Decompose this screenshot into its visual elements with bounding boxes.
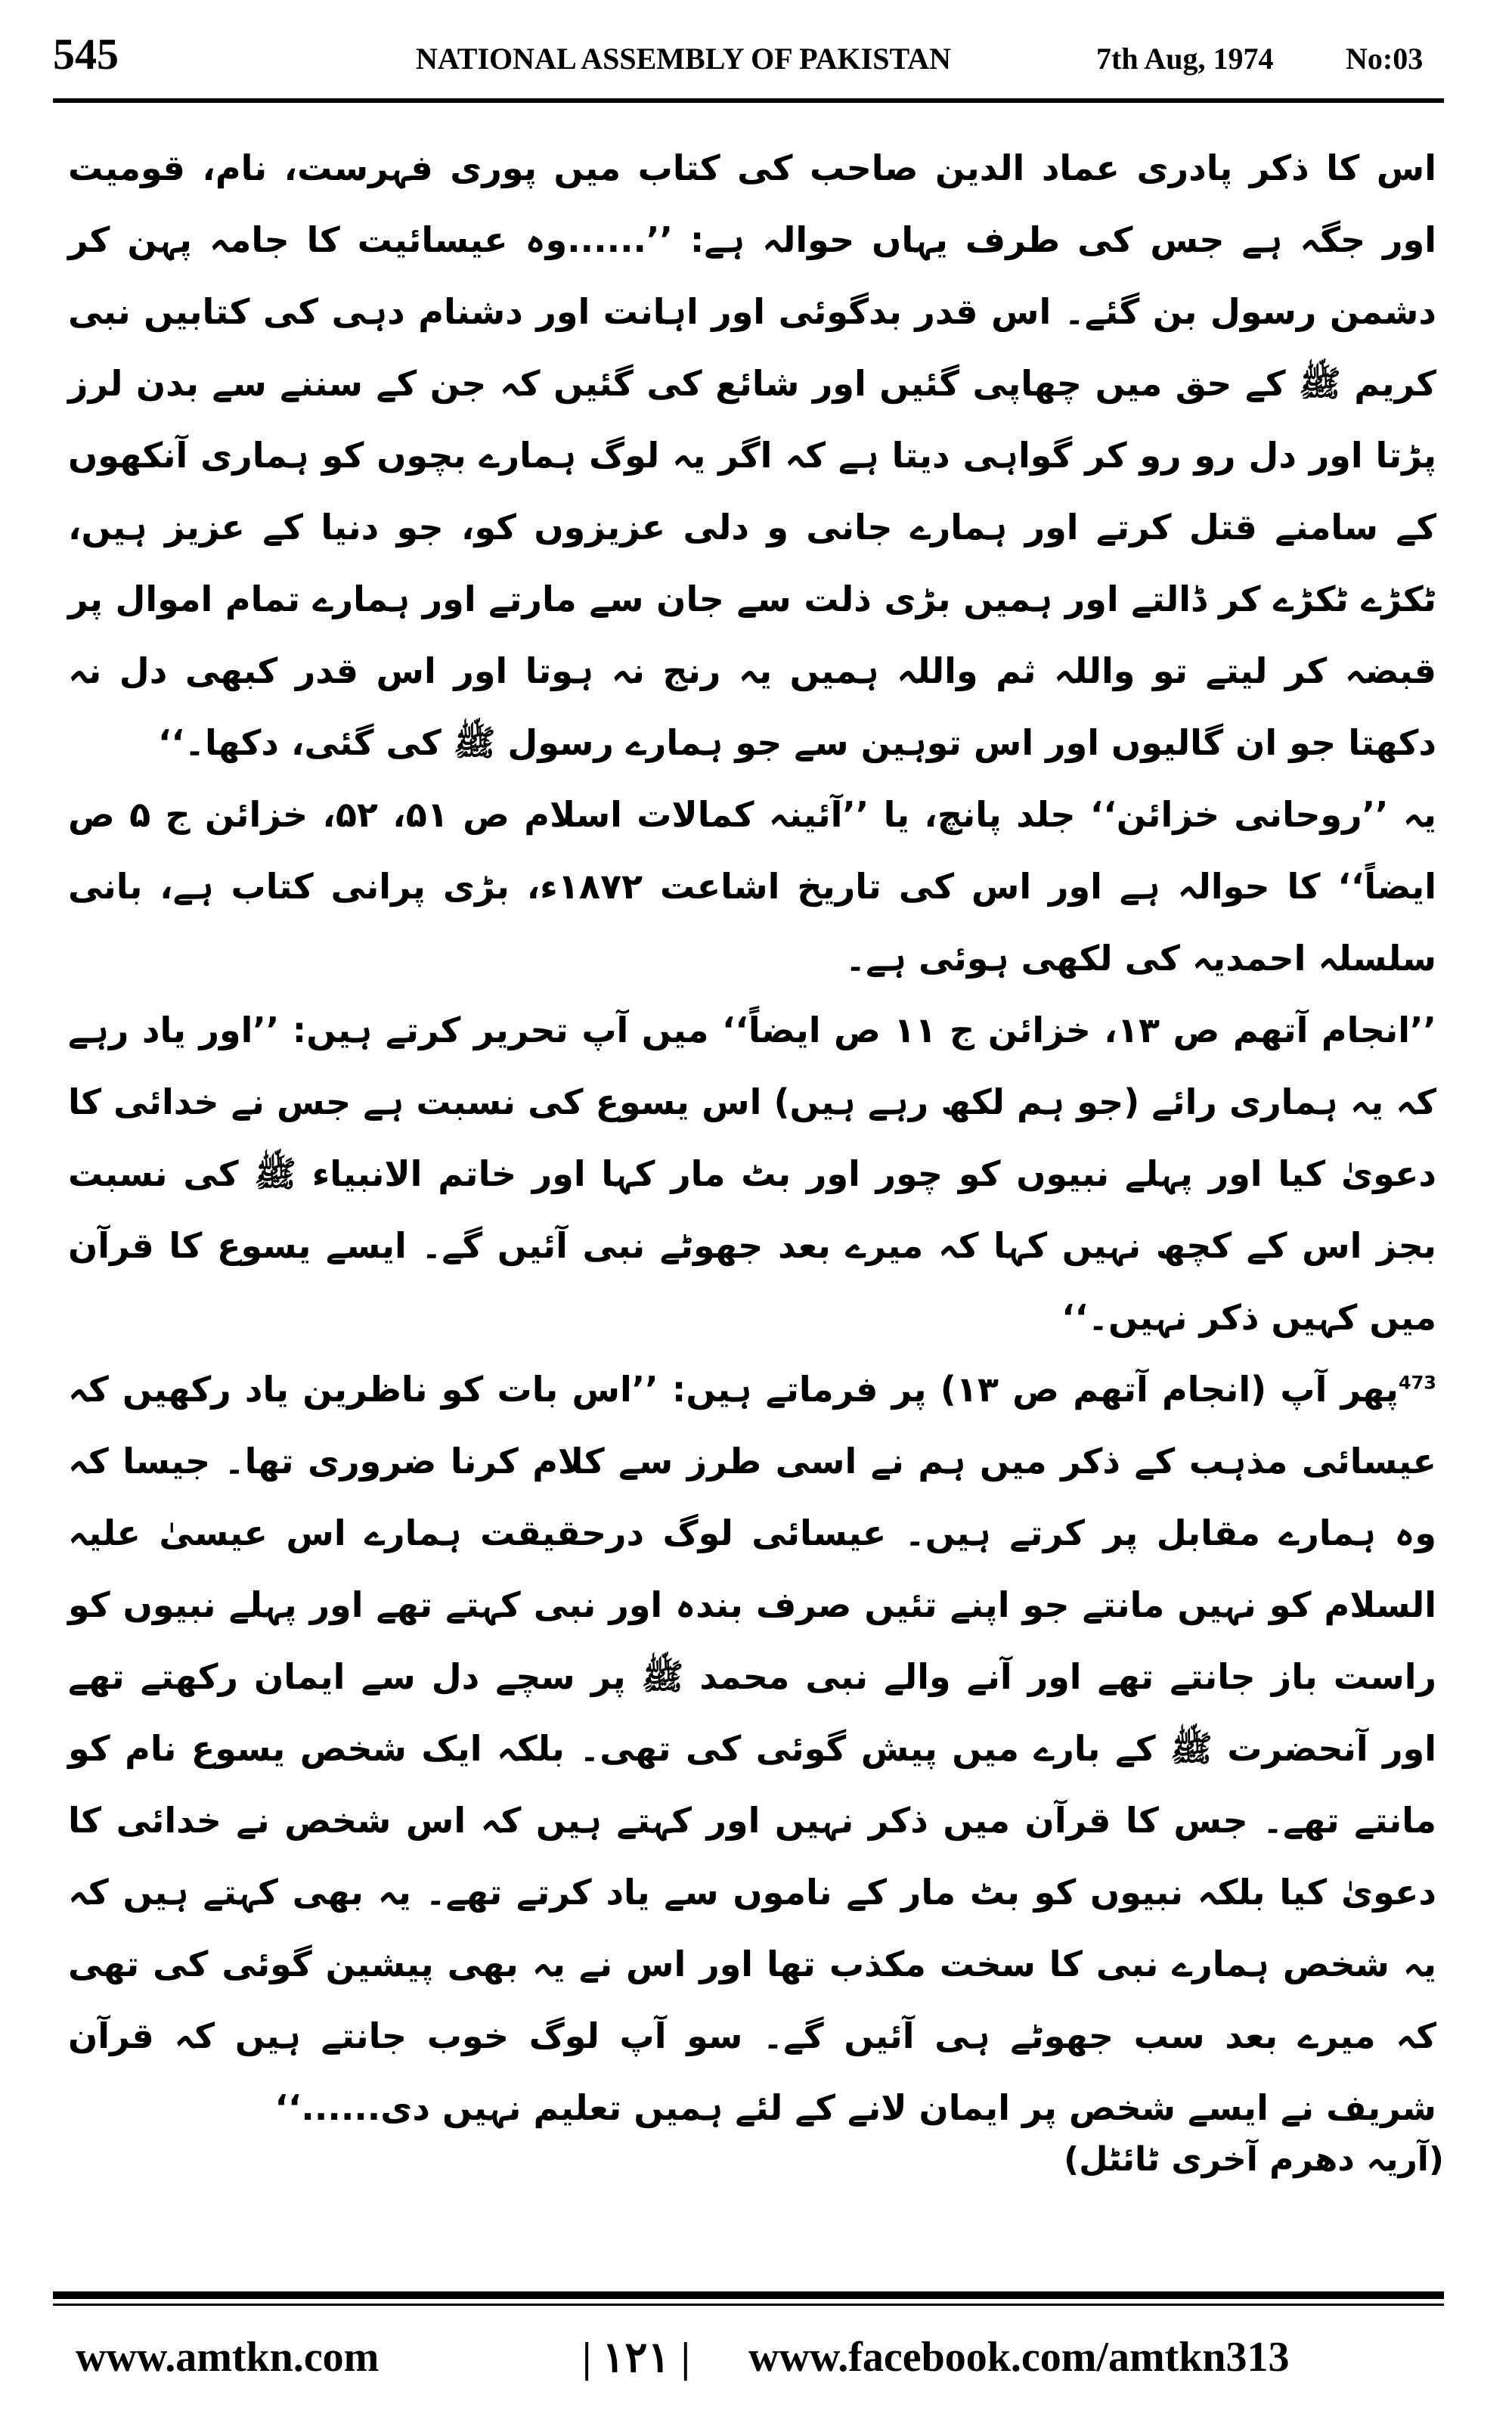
facebook-link[interactable]: www.facebook.com/amtkn313 — [748, 2334, 1290, 2381]
paragraph-3: ’’انجام آتھم ص ۱۳، خزائن ج ۱۱ ص ایضاً‘‘ میں آپ تحریر کرتے ہیں: ’’اور یاد رہے کہ یہ ہماری رائے (جو ہم لکھ رہے ہیں) اس یسوع کی نسبت ہے جس نے خدائی کا دعویٰ کیا اور پہلے نبیوں کو چور اور بٹ مار کہا اور خاتم الانبیاء ﷺ کی نسبت بجز اس کے کچھ نہیں کہا کہ میرے بعد جھوٹے نبی آئیں گے۔ ایسے یسوع کا قرآن میں کہیں ذکر نہیں۔‘‘ — [68, 1010, 1436, 1338]
header-divider — [53, 98, 1444, 103]
paragraph-4: پھر آپ (انجام آتھم ص ۱۳) پر فرماتے ہیں: ’’اس بات کو ناظرین یاد رکھیں کہ عیسائی مذہب کے ذکر میں ہم نے اسی طرز سے کلام کرنا ضروری تھا۔ جیسا کہ وہ ہمارے مقابل پر کرتے ہیں۔ عیسائی لوگ درحقیقت ہمارے اس عیسیٰ علیہ السلام کو نہیں مانتے جو اپنے تئیں صرف بندہ اور نبی کہتے تھے اور پہلے نبیوں کو راست باز جانتے تھے اور آنے والے نبی محمد ﷺ پر سچے دل سے ایمان رکھتے تھے اور آنحضرت ﷺ کے بارے میں پیش گوئی کی تھی۔ بلکہ ایک شخص یسوع نام کو مانتے تھے۔ جس کا قرآن میں ذکر نہیں اور کہتے ہیں کہ اس شخص نے خدائی کا دعویٰ کیا بلکہ نبیوں کو بٹ مار کے ناموں سے یاد کرتے تھے۔ یہ بھی کہتے ہیں کہ یہ شخص ہمارے نبی کا سخت مکذب تھا اور اس نے یہ بھی پیشین گوئی کی تھی کہ میرے بعد سب جھوٹے ہی آئیں گے۔ سو آپ لوگ خوب جانتے ہیں کہ قرآن شریف نے ایسے شخص پر ایمان لانے کے لئے ہمیں تعلیم نہیں دی......‘‘ — [68, 1369, 1436, 2128]
website-link[interactable]: www.amtkn.com — [76, 2334, 380, 2381]
session-date: 7th Aug, 1974 — [1096, 42, 1274, 76]
footnote-marker: 473 — [1398, 1372, 1436, 1394]
paragraph-4-container — [68, 1354, 1436, 2144]
footer-divider-thin — [53, 2304, 1444, 2306]
page-footer — [53, 2325, 1444, 2394]
source-note: (آریہ دھرم آخری ٹائٹل) — [1064, 2140, 1444, 2179]
page-number: 545 — [53, 29, 119, 79]
document-title: NATIONAL ASSEMBLY OF PAKISTAN — [416, 42, 951, 76]
paragraph-2: یہ ’’روحانی خزائن‘‘ جلد پانچ، یا ’’آئینہ کمالات اسلام ص ۵۱، ۵۲، خزائن ج ۵ ص ایضاً‘‘ کا حوالہ ہے اور اس کی تاریخ اشاعت ۱۸۷۲ء، بڑی پرانی کتاب ہے، بانی سلسلہ احمدیہ کی لکھی ہوئی ہے۔ — [68, 794, 1437, 979]
footer-page-number: | ۱۲۱ | — [582, 2335, 690, 2381]
footer-divider-thick — [53, 2291, 1444, 2299]
session-number: No:03 — [1346, 42, 1424, 76]
document-body — [68, 132, 1436, 2220]
page-header — [53, 21, 1444, 97]
paragraph-1: اس کا ذکر پادری عماد الدین صاحب کی کتاب میں پوری فہرست، نام، قومیت اور جگہ ہے جس کی طرف یہاں حوالہ ہے: ’’......وہ عیسائیت کا جامہ پہن کر دشمن رسول بن گئے۔ اس قدر بدگوئی اور اہانت اور دشنام دہی کی کتابیں نبی کریم ﷺ کے حق میں چھاپی گئیں اور شائع کی گئیں کہ جن کے سننے سے بدن لرز پڑتا اور دل رو رو کر گواہی دیتا ہے کہ اگر یہ لوگ ہمارے بچوں کو ہماری آنکھوں کے سامنے قتل کرتے اور ہمارے جانی و دلی عزیزوں کو، جو دنیا کے عزیز ہیں، ٹکڑے ٹکڑے کر ڈالتے اور ہمیں بڑی ذلت سے جان سے مارتے اور ہمارے تمام اموال پر قبضہ کر لیتے تو واللہ ثم واللہ ہمیں یہ رنج نہ ہوتا اور اس قدر کبھی دل نہ دکھتا جو ان گالیوں اور اس توہین سے جو ہمارے رسول ﷺ کی گئی، دکھا۔‘‘ — [68, 147, 1436, 763]
